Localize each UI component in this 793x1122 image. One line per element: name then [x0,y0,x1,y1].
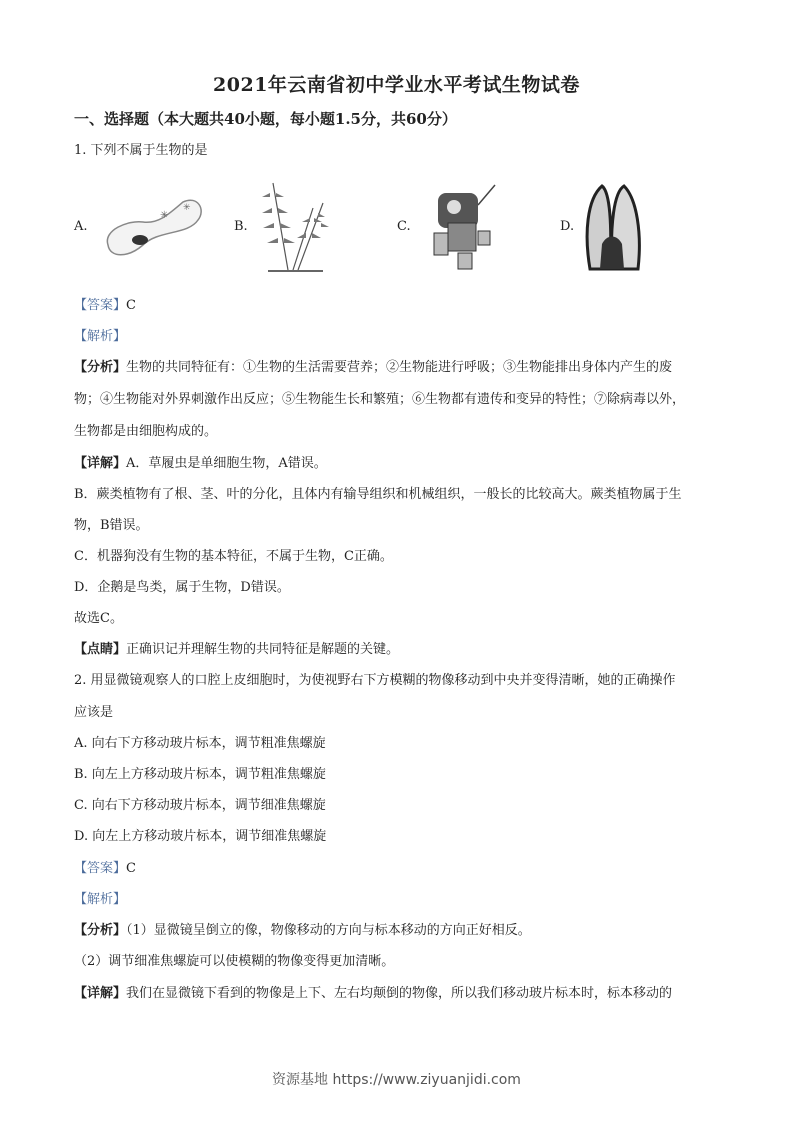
q1-xiangjie-line-4: C．机器狗没有生物的基本特征，不属于生物，C正确。 [74,549,393,564]
answer-tag: 【答案】 [74,861,127,876]
q2-option-c: C. 向右下方移动玻片标本，调节细准焦螺旋 [74,798,326,813]
q1-fenxi-line-1 [74,359,672,377]
q1-xiangjie-line-3: 物，B错误。 [74,518,149,533]
q1-xiangjie-line-2: B．蕨类植物有了根、茎、叶的分化，且体内有输导组织和机械组织，一般长的比较高大。蕨类植物属于生 [74,487,682,502]
xiangjie-tag: 【详解】 [74,986,127,1001]
paramecium-image [98,190,208,260]
option-a-label: A. [74,219,88,234]
robot-dog-image [420,183,510,273]
answer-tag: 【答案】 [74,298,127,313]
q2-option-d: D. 向左上方移动玻片标本，调节细准焦螺旋 [74,829,327,844]
fenxi-text: （1）显微镜呈倒立的像，物像移动的方向与标本移动的方向正好相反。 [126,923,531,938]
question-2-stem-line-1: 2. 用显微镜观察人的口腔上皮细胞时，为使视野右下方模糊的物像移动到中央并变得清晰，她的正确操作 [74,673,676,688]
fenxi-tag: 【分析】 [74,360,127,375]
option-d-label: D. [560,219,575,234]
page-title: 2021年云南省初中学业水平考试生物试卷 [213,74,580,96]
svg-text:✳: ✳ [160,210,169,221]
q1-analysis-tag: 【解析】 [74,329,127,344]
q1-xiangjie-line-6: 故选C。 [74,611,123,626]
q2-xiangjie [74,985,672,1003]
footer-watermark: 资源基地 https://www.ziyuanjidi.com [272,1072,521,1088]
fern-image [258,178,333,273]
q1-fenxi-line-3: 生物都是由细胞构成的。 [74,424,218,439]
question-1-stem: 1. 下列不属于生物的是 [74,143,208,158]
q1-fenxi-line-2: 物；④生物能对外界刺激作出反应；⑤生物能生长和繁殖；⑥生物都有遗传和变异的特性；⑦除病毒以外， [74,392,686,407]
section-heading: 一、选择题（本大题共40小题，每小题1.5分，共60分） [74,110,457,128]
xiangjie-tag: 【详解】 [74,456,127,471]
answer-value: C [126,298,136,313]
option-b-label: B. [234,219,248,234]
q2-option-a: A. 向右下方移动玻片标本，调节粗准焦螺旋 [74,736,326,751]
q1-xiangjie-line-5: D．企鹅是鸟类，属于生物，D错误。 [74,580,290,595]
q2-analysis-tag: 【解析】 [74,892,127,907]
question-2-stem-line-2: 应该是 [74,705,114,720]
answer-value: C [126,861,136,876]
xiangjie-text: 我们在显微镜下看到的物像是上下、左右均颠倒的物像，所以我们移动玻片标本时，标本移动的 [126,986,673,1001]
xiangjie-text: A．草履虫是单细胞生物，A错误。 [126,456,327,471]
q1-dianjing [74,641,399,659]
q2-answer [74,860,136,878]
fenxi-text: 生物的共同特征有：①生物的生活需要营养；②生物能进行呼吸；③生物能排出身体内产生的废 [126,360,673,375]
q1-answer [74,297,136,315]
fenxi-tag: 【分析】 [74,923,127,938]
svg-text:✳: ✳ [183,203,191,213]
q2-fenxi-line-1 [74,922,531,940]
q2-option-b: B. 向左上方移动玻片标本，调节粗准焦螺旋 [74,767,326,782]
dianjing-tag: 【点睛】 [74,642,127,657]
penguins-image [582,184,644,274]
q1-xiangjie-line-1 [74,455,327,473]
dianjing-text: 正确识记并理解生物的共同特征是解题的关键。 [126,642,400,657]
q2-fenxi-line-2: （2）调节细准焦螺旋可以使模糊的物像变得更加清晰。 [74,954,395,969]
option-c-label: C. [397,219,411,234]
